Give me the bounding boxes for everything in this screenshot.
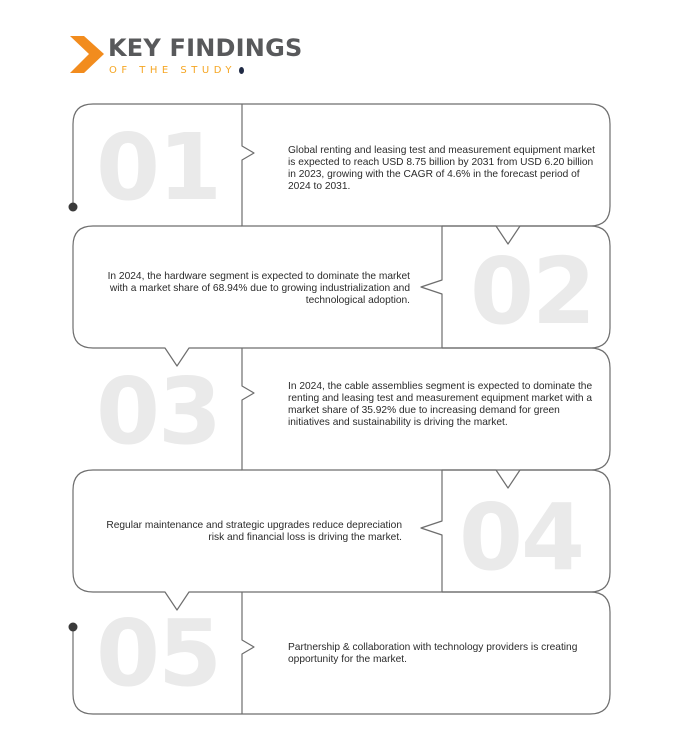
- finding-number-4: 04: [458, 484, 584, 591]
- finding-number-5: 05: [95, 600, 221, 707]
- finding-text-3: In 2024, the cable assemblies segment is expected to dominate the renting and leasing test and measurement equipment market with a market share of 35.92% due to increasing demand for green initiatives and sustainability is driving the market.: [288, 381, 593, 428]
- finding-text-5: Partnership & collaboration with technology providers is creating opportunity for the market.: [288, 642, 578, 665]
- page-subtitle-text: OF THE STUDY: [109, 65, 236, 76]
- finding-number-2: 02: [469, 238, 595, 345]
- page-subtitle: [109, 66, 236, 76]
- page-title: KEY FINDINGS: [108, 34, 303, 62]
- finding-text-2: In 2024, the hardware segment is expected to dominate the market with a market share of 68.94% due to growing industrialization and technological adoption.: [107, 271, 410, 306]
- finding-text-4: Regular maintenance and strategic upgrades reduce depreciation risk and financial loss is driving the market.: [106, 520, 402, 543]
- chevron-logo-icon: [70, 36, 104, 73]
- moon-dot-icon: [239, 67, 244, 74]
- finding-number-1: 01: [95, 114, 221, 221]
- finding-text-1: Global renting and leasing test and measurement equipment market is expected to reach USD 8.75 billion by 2031 from USD 6.20 billion in 2023, growing with the CAGR of 4.6% in the forecast period of 2024 to 2031.: [288, 145, 595, 192]
- finding-number-3: 03: [95, 358, 221, 465]
